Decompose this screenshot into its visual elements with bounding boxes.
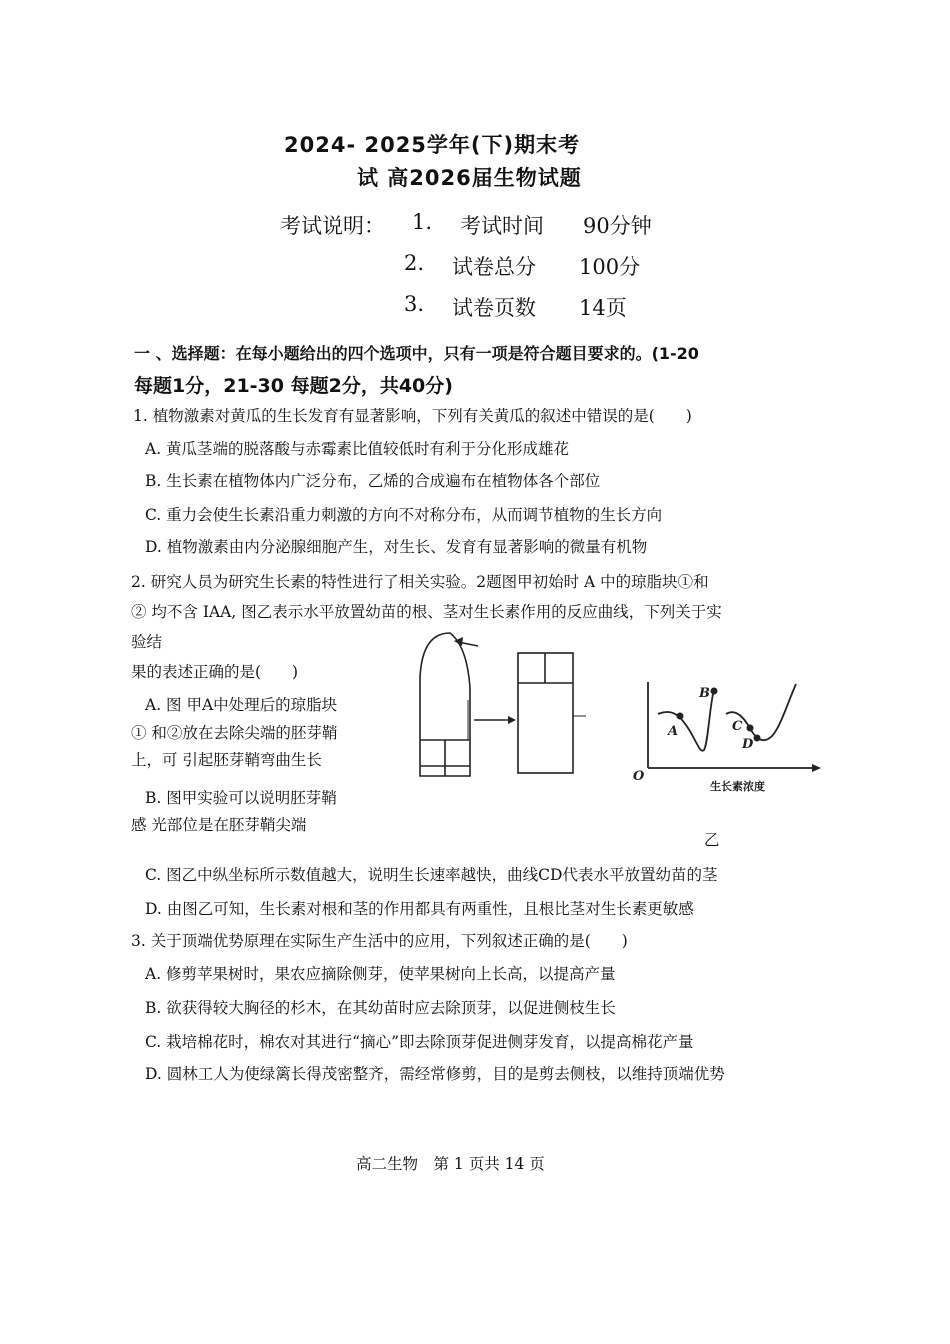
q1-option-b: B. 生长素在植物体内广泛分布，乙烯的合成遍布在植物体各个部位	[145, 472, 601, 490]
figure-jia	[410, 628, 595, 780]
title-line-2: 试 高2026届生物试题	[357, 166, 582, 190]
figure-yi-caption: 乙	[704, 831, 720, 849]
q2-stem-line-3: 验结	[131, 633, 163, 651]
q2-option-a-line-2: ① 和②放在去除尖端的胚芽鞘	[131, 724, 338, 742]
point-a-marker	[677, 713, 684, 720]
point-a-label: A	[668, 724, 679, 739]
title-line-1: 2024- 2025学年(下)期末考	[284, 133, 581, 157]
point-d-marker	[754, 735, 761, 742]
q2-stem-line-2: ② 均不含 IAA, 图乙表示水平放置幼苗的根、茎对生长素作用的反应曲线，下列关于实	[131, 603, 722, 621]
q2-option-a-line-1: A. 图 甲A中处理后的琼脂块	[145, 696, 338, 714]
point-d-label: D	[742, 737, 754, 752]
point-b-label: B	[699, 686, 710, 701]
exam-note-1-value: 90分钟	[583, 214, 652, 238]
q2-stem-line-4: 果的表述正确的是( )	[131, 663, 299, 681]
q3-option-b: B. 欲获得较大胸径的杉木，在其幼苗时应去除顶芽，以促进侧枝生长	[145, 999, 616, 1017]
exam-note-1-num: 1.	[412, 210, 433, 234]
q3-option-a: A. 修剪苹果树时，果农应摘除侧芽，使苹果树向上长高，以提高产量	[145, 965, 616, 983]
q1-option-c: C. 重力会使生长素沿重力刺激的方向不对称分布，从而调节植物的生长方向	[145, 506, 663, 524]
point-b-marker	[711, 688, 718, 695]
q2-option-a-line-3: 上，可 引起胚芽鞘弯曲生长	[131, 751, 322, 769]
exam-notes-label: 考试说明：	[280, 214, 385, 238]
exam-note-3-label: 试卷页数	[452, 296, 536, 320]
x-axis-arrowhead	[812, 764, 821, 772]
q2-stem-line-1: 2. 研究人员为研究生长素的特性进行了相关实验。2题图甲初始时 A 中的琼脂块①和	[131, 573, 709, 591]
q2-option-d: D. 由图乙可知，生长素对根和茎的作用都具有两重性，且根比茎对生长素更敏感	[145, 900, 694, 918]
q1-stem: 1. 植物激素对黄瓜的生长发育有显著影响，下列有关黄瓜的叙述中错误的是( )	[133, 407, 692, 425]
exam-note-3-num: 3.	[404, 292, 425, 316]
q2-option-b-line-2: 感 光部位是在胚芽鞘尖端	[131, 816, 307, 834]
exam-note-2-num: 2.	[404, 251, 425, 275]
page-footer: 高二生物 第 1 页共 14 页	[356, 1155, 545, 1173]
exam-note-2-value: 100分	[579, 255, 641, 279]
q2-option-c: C. 图乙中纵坐标所示数值越大，说明生长速率越快，曲线CD代表水平放置幼苗的茎	[145, 866, 718, 884]
q1-option-d: D. 植物激素由内分泌腺细胞产生，对生长、发育有显著影响的微量有机物	[145, 538, 648, 556]
point-c-marker	[747, 725, 754, 732]
x-axis-label: 生长素浓度	[710, 780, 765, 793]
origin-label: O	[633, 769, 645, 784]
section-heading-line-2: 每题1分，21-30 每题2分，共40分)	[134, 375, 453, 397]
figure-yi	[628, 672, 828, 802]
transfer-arrow-head	[508, 716, 516, 724]
q3-stem: 3. 关于顶端优势原理在实际生产生活中的应用，下列叙述正确的是( )	[131, 932, 628, 950]
q3-option-d: D. 圆林工人为使绿篱长得茂密整齐，需经常修剪，目的是剪去侧枝，以维持顶端优势	[145, 1065, 725, 1083]
q3-option-c: C. 栽培棉花时，棉农对其进行“摘心”即去除顶芽促进侧芽发育，以提高棉花产量	[145, 1033, 694, 1051]
q1-option-a: A. 黄瓜茎端的脱落酸与赤霉素比值较低时有利于分化形成雄花	[145, 440, 570, 458]
point-c-label: C	[732, 719, 743, 734]
exam-note-1-label: 考试时间	[460, 214, 544, 238]
section-heading-line-1: 一 、选择题：在每小题给出的四个选项中，只有一项是符合题目要求的。(1-20	[134, 344, 699, 363]
q2-option-b-line-1: B. 图甲实验可以说明胚芽鞘	[145, 789, 337, 807]
exam-note-3-value: 14页	[579, 296, 627, 320]
exam-note-2-label: 试卷总分	[452, 255, 536, 279]
